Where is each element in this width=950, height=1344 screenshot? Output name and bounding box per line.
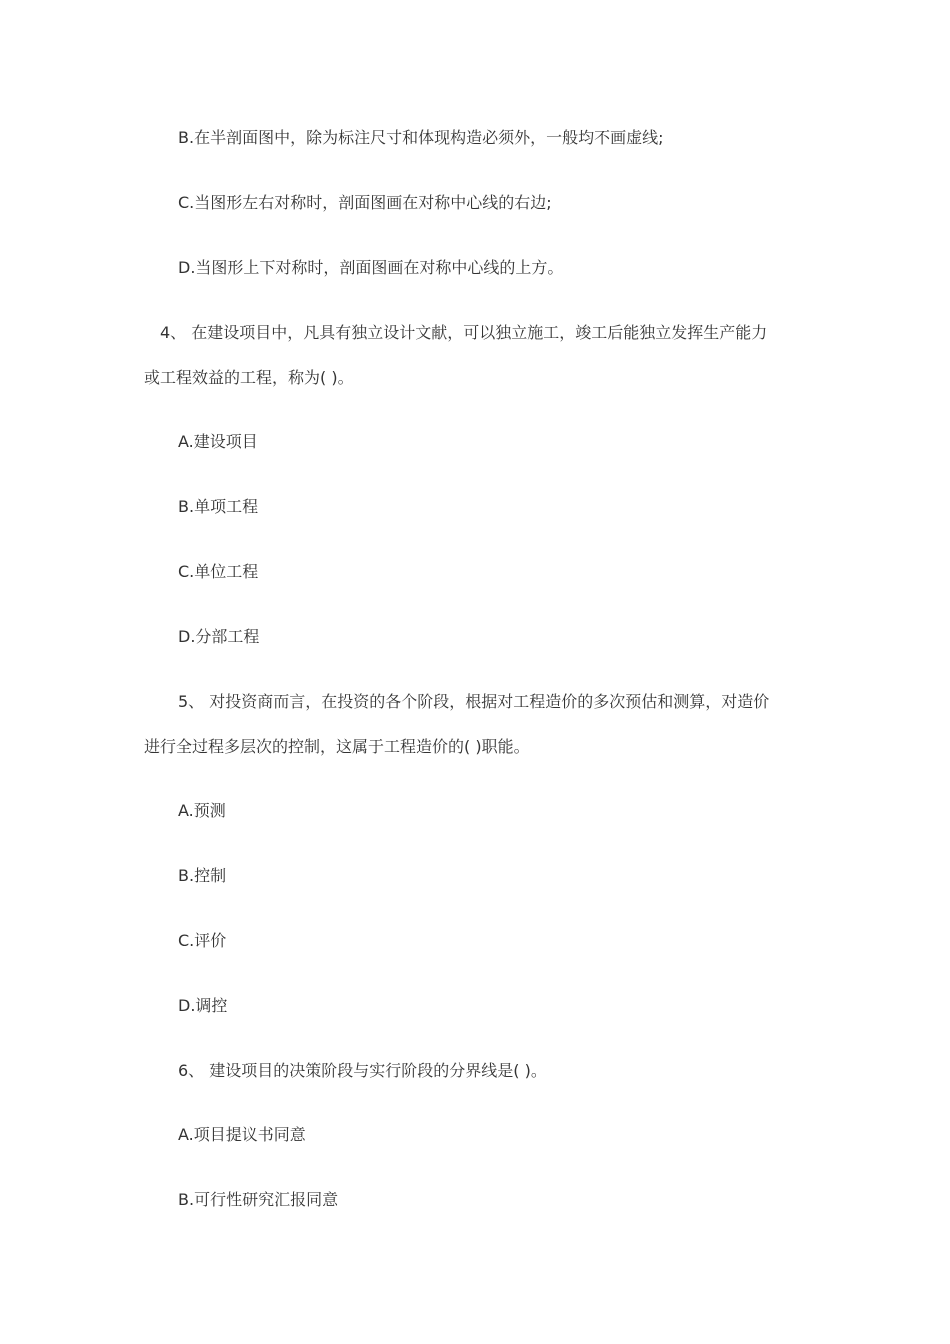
q5-option-b: B.控制 [178,866,227,885]
q6-stem: 6、 建设项目的决策阶段与实行阶段的分界线是( )。 [178,1061,547,1080]
q6-option-a: A.项目提议书同意 [178,1125,306,1144]
q4-option-c: C.单位工程 [178,562,259,581]
q5-stem-line2: 进行全过程多层次的控制，这属于工程造价的( )职能。 [144,737,530,756]
q5-option-d: D.调控 [178,996,228,1015]
q6-option-b: B.可行性研究汇报同意 [178,1190,339,1209]
q4-option-a: A.建设项目 [178,432,258,451]
q3-option-d: D.当图形上下对称时，剖面图画在对称中心线的上方。 [178,258,564,277]
q5-option-c: C.评价 [178,931,227,950]
q3-option-c: C.当图形左右对称时，剖面图画在对称中心线的右边; [178,193,552,212]
q5-option-a: A.预测 [178,801,226,820]
q4-option-d: D.分部工程 [178,627,260,646]
q4-option-b: B.单项工程 [178,497,259,516]
q4-stem-line2: 或工程效益的工程，称为( )。 [144,368,354,387]
q5-stem-line1: 5、 对投资商而言，在投资的各个阶段，根据对工程造价的多次预估和测算，对造价 [178,692,770,711]
q4-stem-line1: 4、 在建设项目中，凡具有独立设计文献，可以独立施工，竣工后能独立发挥生产能力 [160,323,768,342]
q3-option-b: B.在半剖面图中，除为标注尺寸和体现构造必须外，一般均不画虚线; [178,128,664,147]
